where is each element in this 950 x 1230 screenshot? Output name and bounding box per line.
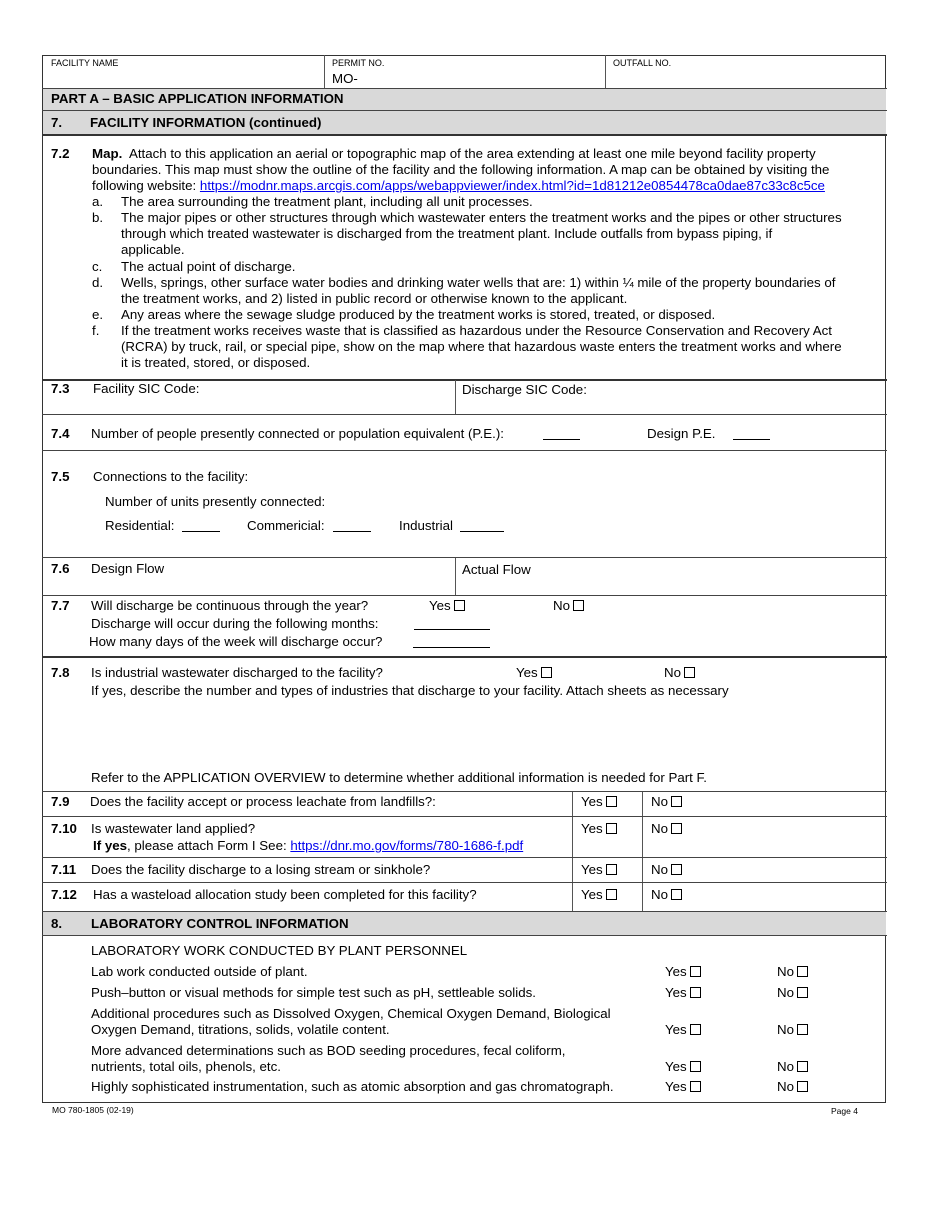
yes-checkbox[interactable] bbox=[606, 823, 617, 834]
divider bbox=[42, 816, 887, 817]
outfall-no-input[interactable] bbox=[607, 67, 885, 87]
q7-11-no-option[interactable] bbox=[651, 862, 682, 878]
discharge-sic-label: Discharge SIC Code: bbox=[462, 382, 587, 397]
lab-item-1-yes-option[interactable] bbox=[665, 964, 701, 980]
lab-item-text: Push–button or visual methods for simple test such as pH, settleable solids. bbox=[91, 985, 536, 1000]
item-text: it is treated, stored, or disposed. bbox=[121, 355, 311, 370]
facility-sic-input[interactable] bbox=[210, 381, 450, 411]
yes-label: Yes bbox=[665, 1059, 687, 1074]
no-label: No bbox=[777, 1059, 794, 1074]
q7-12-yes-option[interactable] bbox=[581, 887, 617, 903]
item-text: through which treated wastewater is discharged from the treatment plant. Include outfalls from bypass piping, if bbox=[121, 226, 773, 241]
no-checkbox[interactable] bbox=[671, 889, 682, 900]
form-id: MO 780-1805 (02-19) bbox=[52, 1105, 134, 1115]
yes-label: Yes bbox=[665, 985, 687, 1000]
no-label: No bbox=[651, 862, 668, 877]
q7-8-note: Refer to the APPLICATION OVERVIEW to determine whether additional information is needed for Part F. bbox=[91, 770, 707, 785]
q7-5-sub-label: Number of units presently connected: bbox=[105, 494, 326, 509]
no-label: No bbox=[777, 985, 794, 1000]
q7-8-number: 7.8 bbox=[51, 665, 70, 680]
industrial-input[interactable] bbox=[460, 519, 504, 532]
facility-name-input[interactable] bbox=[43, 67, 323, 87]
facility-name-label: FACILITY NAME bbox=[51, 58, 119, 68]
discharge-months-input[interactable] bbox=[414, 617, 490, 630]
q7-3-number: 7.3 bbox=[51, 381, 70, 396]
lab-item-2-yes-option[interactable] bbox=[665, 985, 701, 1001]
item-text: (RCRA) by truck, rail, or special pipe, show on the map where that hazardous waste enters the treatment works and where bbox=[121, 339, 842, 354]
item-text: Wells, springs, other surface water bodies and drinking water wells that are: 1) within ¼ mile of the property boundaries of bbox=[121, 275, 836, 290]
no-checkbox[interactable] bbox=[797, 1061, 808, 1072]
part-title: PART A – BASIC APPLICATION INFORMATION bbox=[51, 91, 344, 106]
no-checkbox[interactable] bbox=[671, 796, 682, 807]
lab-item-5-no-option[interactable] bbox=[777, 1079, 808, 1095]
commercial-label: Commericial: bbox=[247, 518, 325, 533]
lab-item-1-no-option[interactable] bbox=[777, 964, 808, 980]
population-equivalent-input[interactable] bbox=[543, 427, 580, 440]
item-text: If the treatment works receives waste that is classified as hazardous under the Resource Conservation and Recovery Act bbox=[121, 323, 832, 338]
q7-8-yes-option[interactable] bbox=[516, 665, 552, 681]
attach-form-text: , please attach Form I See: bbox=[127, 838, 291, 853]
q7-9-number: 7.9 bbox=[51, 794, 70, 809]
no-checkbox[interactable] bbox=[797, 1081, 808, 1092]
residential-input[interactable] bbox=[182, 519, 220, 532]
no-label: No bbox=[651, 794, 668, 809]
q7-11-yes-option[interactable] bbox=[581, 862, 617, 878]
divider bbox=[605, 55, 606, 88]
outfall-no-label: OUTFALL NO. bbox=[613, 58, 672, 68]
q7-10-subtext bbox=[93, 838, 523, 854]
no-label: No bbox=[777, 1079, 794, 1094]
design-pe-label: Design P.E. bbox=[647, 426, 716, 441]
q7-2-intro-line3 bbox=[92, 178, 825, 194]
form-i-link[interactable]: https://dnr.mo.gov/forms/780-1686-f.pdf bbox=[290, 838, 524, 853]
q7-10-no-option[interactable] bbox=[651, 821, 682, 837]
q7-12-number: 7.12 bbox=[51, 887, 77, 902]
divider bbox=[42, 935, 887, 936]
lab-item-4-yes-option[interactable] bbox=[665, 1059, 701, 1075]
lab-item-5-yes-option[interactable] bbox=[665, 1079, 701, 1095]
q7-7-number: 7.7 bbox=[51, 598, 70, 613]
divider bbox=[42, 414, 887, 415]
q7-2-title: Map. bbox=[92, 146, 123, 161]
q7-9-no-option[interactable] bbox=[651, 794, 682, 810]
q7-7-yes-option[interactable] bbox=[429, 598, 465, 614]
no-checkbox[interactable] bbox=[797, 1024, 808, 1035]
no-label: No bbox=[664, 665, 681, 680]
q7-2-intro-text: Attach to this application an aerial or topographic map of the area extending at least one mile beyond facility property bbox=[128, 146, 816, 161]
divider bbox=[642, 792, 643, 912]
q7-10-number: 7.10 bbox=[51, 821, 77, 836]
yes-checkbox[interactable] bbox=[606, 864, 617, 875]
q7-2-intro-line1 bbox=[92, 146, 816, 162]
q7-8-followup: If yes, describe the number and types of industries that discharge to your facility. Attach sheets as necessary bbox=[91, 683, 729, 698]
industrial-label: Industrial bbox=[399, 518, 453, 533]
lab-item-text: Highly sophisticated instrumentation, such as atomic absorption and gas chromatograph. bbox=[91, 1079, 614, 1094]
lab-item-2-no-option[interactable] bbox=[777, 985, 808, 1001]
lab-item-text: Additional procedures such as Dissolved Oxygen, Chemical Oxygen Demand, Biological bbox=[91, 1006, 611, 1021]
no-checkbox[interactable] bbox=[671, 864, 682, 875]
residential-label: Residential: bbox=[105, 518, 175, 533]
facility-sic-label: Facility SIC Code: bbox=[93, 381, 200, 396]
q7-4-label: Number of people presently connected or population equivalent (P.E.): bbox=[91, 426, 504, 441]
lab-item-text: More advanced determinations such as BOD seeding procedures, fecal coliform, bbox=[91, 1043, 566, 1058]
yes-label: Yes bbox=[581, 862, 603, 877]
section-7-title: FACILITY INFORMATION (continued) bbox=[90, 115, 322, 130]
q7-9-yes-option[interactable] bbox=[581, 794, 617, 810]
design-pe-input[interactable] bbox=[733, 427, 770, 440]
yes-label: Yes bbox=[581, 794, 603, 809]
item-text: The area surrounding the treatment plant, including all unit processes. bbox=[121, 194, 533, 209]
q7-10-question: Is wastewater land applied? bbox=[91, 821, 256, 836]
commercial-input[interactable] bbox=[333, 519, 371, 532]
item-marker: f. bbox=[92, 323, 100, 338]
no-label: No bbox=[777, 1022, 794, 1037]
industries-description-input[interactable] bbox=[91, 702, 876, 764]
item-text: The major pipes or other structures through which wastewater enters the treatment works and the pipes or other structures bbox=[121, 210, 842, 225]
if-yes-label: If yes bbox=[93, 838, 128, 853]
lab-item-3-yes-option[interactable] bbox=[665, 1022, 701, 1038]
no-label: No bbox=[651, 821, 668, 836]
item-text: Any areas where the sewage sludge produced by the treatment works is stored, treated, or disposed. bbox=[121, 307, 716, 322]
no-checkbox[interactable] bbox=[797, 987, 808, 998]
no-label: No bbox=[553, 598, 570, 613]
item-marker: e. bbox=[92, 307, 104, 322]
section-8-number: 8. bbox=[51, 916, 63, 931]
q7-5-number: 7.5 bbox=[51, 469, 70, 484]
yes-checkbox[interactable] bbox=[541, 667, 552, 678]
yes-checkbox[interactable] bbox=[690, 1024, 701, 1035]
q7-5-label: Connections to the facility: bbox=[93, 469, 249, 484]
divider bbox=[42, 134, 887, 136]
item-marker: d. bbox=[92, 275, 104, 290]
q7-4-number: 7.4 bbox=[51, 426, 70, 441]
yes-checkbox[interactable] bbox=[690, 1081, 701, 1092]
design-flow-input[interactable] bbox=[180, 561, 450, 593]
q7-2-number: 7.2 bbox=[51, 146, 70, 161]
q7-11-number: 7.11 bbox=[51, 862, 77, 877]
lab-item-text: Oxygen Demand, titrations, solids, volatile content. bbox=[91, 1022, 390, 1037]
actual-flow-label: Actual Flow bbox=[462, 562, 531, 577]
days-label: How many days of the week will discharge occur? bbox=[89, 634, 383, 649]
actual-flow-input[interactable] bbox=[545, 561, 880, 593]
lab-item-text: Lab work conducted outside of plant. bbox=[91, 964, 308, 979]
item-marker: a. bbox=[92, 194, 104, 209]
yes-checkbox[interactable] bbox=[690, 987, 701, 998]
q7-12-question: Has a wasteload allocation study been completed for this facility? bbox=[93, 887, 477, 902]
permit-no-value[interactable]: MO- bbox=[332, 71, 358, 86]
page-number: Page 4 bbox=[831, 1106, 858, 1116]
lab-item-3-no-option[interactable] bbox=[777, 1022, 808, 1038]
q7-9-question: Does the facility accept or process leachate from landfills?: bbox=[90, 794, 436, 809]
divider bbox=[324, 55, 325, 88]
q7-8-no-option[interactable] bbox=[664, 665, 695, 681]
item-text: the treatment works, and 2) listed in public record or otherwise known to the applicant. bbox=[121, 291, 628, 306]
discharge-days-input[interactable] bbox=[413, 635, 490, 648]
no-checkbox[interactable] bbox=[684, 667, 695, 678]
discharge-sic-input[interactable] bbox=[600, 381, 880, 411]
yes-checkbox[interactable] bbox=[690, 966, 701, 977]
yes-label: Yes bbox=[581, 887, 603, 902]
q7-6-number: 7.6 bbox=[51, 561, 70, 576]
q7-10-yes-option[interactable] bbox=[581, 821, 617, 837]
yes-checkbox[interactable] bbox=[606, 796, 617, 807]
yes-label: Yes bbox=[665, 1079, 687, 1094]
no-label: No bbox=[651, 887, 668, 902]
item-marker: c. bbox=[92, 259, 103, 274]
no-checkbox[interactable] bbox=[573, 600, 584, 611]
design-flow-label: Design Flow bbox=[91, 561, 165, 576]
permit-no-label: PERMIT NO. bbox=[332, 58, 385, 68]
yes-checkbox[interactable] bbox=[690, 1061, 701, 1072]
yes-checkbox[interactable] bbox=[454, 600, 465, 611]
q7-7-no-option[interactable] bbox=[553, 598, 584, 614]
no-checkbox[interactable] bbox=[671, 823, 682, 834]
section-8-title: LABORATORY CONTROL INFORMATION bbox=[91, 916, 349, 931]
yes-label: Yes bbox=[665, 964, 687, 979]
map-website-link[interactable]: https://modnr.maps.arcgis.com/apps/webappviewer/index.html?id=1d81212e0854478ca0dae87c33c8c5ce bbox=[199, 178, 825, 193]
divider bbox=[572, 792, 573, 912]
section-7-number: 7. bbox=[51, 115, 63, 130]
divider bbox=[455, 380, 456, 414]
q7-7-question: Will discharge be continuous through the year? bbox=[91, 598, 369, 613]
q7-2-website-prefix: following website: bbox=[92, 178, 200, 193]
divider bbox=[42, 450, 887, 451]
lab-item-4-no-option[interactable] bbox=[777, 1059, 808, 1075]
q7-2-intro-line2: boundaries. This map must show the outline of the facility and the following information. A map can be obtained by visiting the bbox=[92, 162, 830, 177]
divider bbox=[42, 656, 887, 658]
yes-label: Yes bbox=[429, 598, 451, 613]
yes-label: Yes bbox=[581, 821, 603, 836]
q7-8-question: Is industrial wastewater discharged to the facility? bbox=[91, 665, 383, 680]
lab-subheading: LABORATORY WORK CONDUCTED BY PLANT PERSONNEL bbox=[91, 943, 468, 958]
q7-11-question: Does the facility discharge to a losing stream or sinkhole? bbox=[91, 862, 431, 877]
lab-item-text: nutrients, total oils, phenols, etc. bbox=[91, 1059, 281, 1074]
q7-12-no-option[interactable] bbox=[651, 887, 682, 903]
item-text: The actual point of discharge. bbox=[121, 259, 296, 274]
yes-label: Yes bbox=[516, 665, 538, 680]
divider bbox=[42, 882, 887, 883]
yes-checkbox[interactable] bbox=[606, 889, 617, 900]
months-label: Discharge will occur during the following months: bbox=[91, 616, 379, 631]
no-label: No bbox=[777, 964, 794, 979]
divider bbox=[42, 557, 887, 558]
divider bbox=[42, 595, 887, 596]
item-marker: b. bbox=[92, 210, 104, 225]
yes-label: Yes bbox=[665, 1022, 687, 1037]
divider bbox=[42, 791, 887, 792]
divider bbox=[455, 558, 456, 595]
divider bbox=[42, 857, 887, 858]
item-text: applicable. bbox=[121, 242, 185, 257]
no-checkbox[interactable] bbox=[797, 966, 808, 977]
